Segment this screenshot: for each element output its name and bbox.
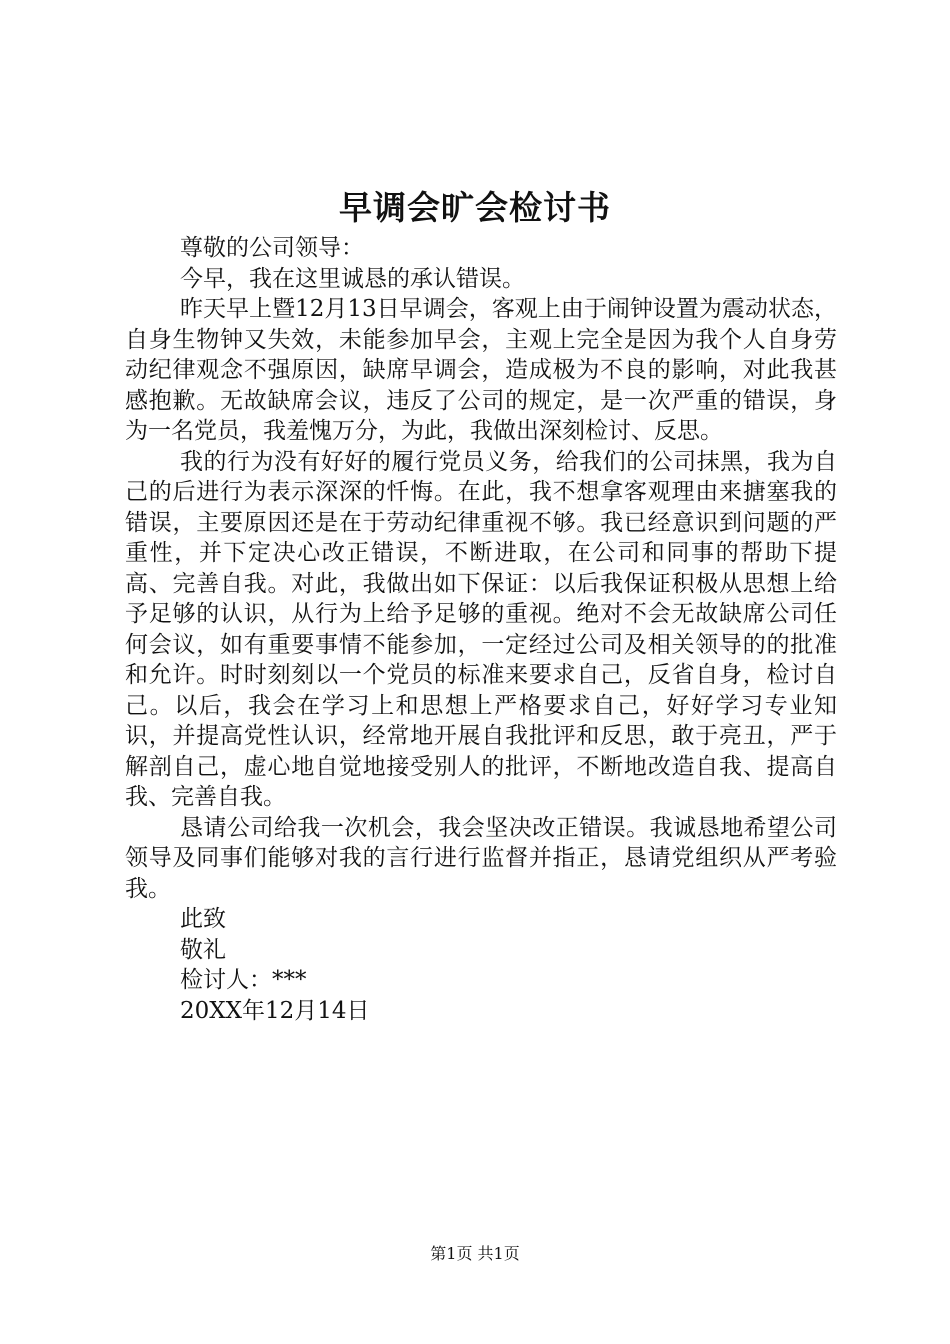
signer-line: 检讨人：*** [180, 967, 307, 993]
document-body [125, 233, 837, 1026]
paragraph-1: 今早，我在这里诚恳的承认错误。 [180, 265, 525, 292]
paragraph-4: 恳请公司给我一次机会，我会坚决改正错误。我诚恳地希望公司领导及同事们能够对我的言行进行监督并指正，恳请党组织从严考验我。 [125, 814, 837, 902]
page-number-footer: 第1页 共1页 [430, 1244, 520, 1263]
closing-line-2: 敬礼 [180, 936, 226, 963]
paragraph-3: 我的行为没有好好的履行党员义务，给我们的公司抹黑，我为自己的后进行为表示深深的忏悔。在此，我不想拿客观理由来搪塞我的错误，主要原因还是在于劳动纪律重视不够。我已经意识到问题的严重性，并下定决心改正错误，不断进取，在公司和同事的帮助下提高、完善自我。对此，我做出如下保证：以后我保证积极从思想上给予足够的认识，从行为上给予足够的重视。绝对不会无故缺席公司任何会议，如有重要事情不能参加，一定经过公司及相关领导的的批准和允许。时时刻刻以一个党员的标准来要求自己，反省自身，检讨自己。以后，我会在学习上和思想上严格要求自己，好好学习专业知识，并提高党性认识，经常地开展自我批评和反思，敢于亮丑，严于解剖自己，虚心地自觉地接受别人的批评，不断地改造自我、提高自我、完善自我。 [125, 448, 837, 810]
salutation: 尊敬的公司领导： [180, 235, 364, 261]
page-title: 早调会旷会检讨书 [339, 188, 611, 227]
date-line: 20XX年12月14日 [180, 997, 370, 1024]
closing-line-1: 此致 [180, 906, 226, 932]
paragraph-2: 昨天早上暨12月13日早调会，客观上由于闹钟设置为震动状态，自身生物钟又失效，未能参加早会，主观上完全是因为我个人自身劳动纪律观念不强原因，缺席早调会，造成极为不良的影响，对此我甚感抱歉。无故缺席会议，违反了公司的规定，是一次严重的错误，身为一名党员，我羞愧万分，为此，我做出深刻检讨、反思。 [125, 296, 837, 444]
